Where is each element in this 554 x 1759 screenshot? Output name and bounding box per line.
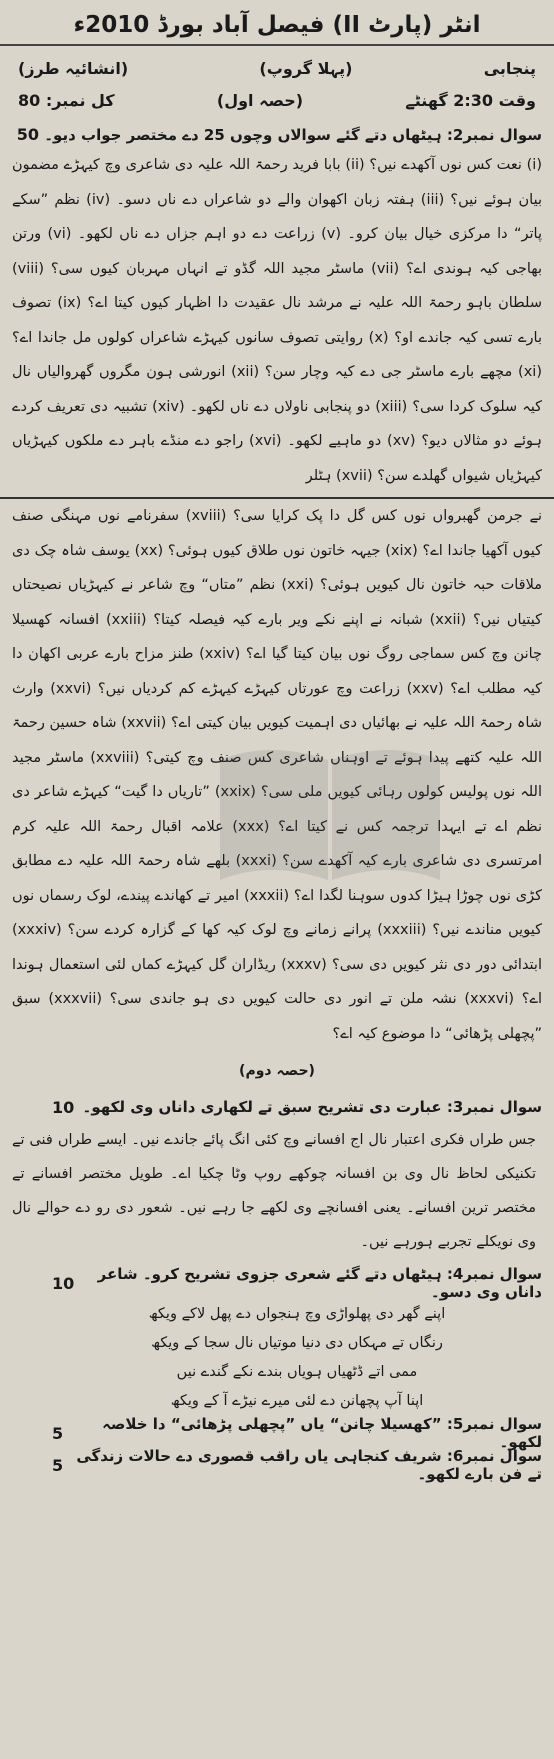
q4-poem-line-2: رنگاں تے مہکاں دی دنیا موتیاں نال سجا کے ویکھ: [151, 1335, 443, 1351]
q3-marks: 10: [52, 1097, 75, 1117]
q4-poem-line-4: اپنا آپ پچھانن دے لئی میرے نیڑے آ کے ویکھ: [170, 1393, 424, 1409]
q2-heading: [12, 122, 542, 148]
section2-heading: (حصہ دوم): [239, 1063, 315, 1079]
part-label: (حصہ اول): [216, 90, 304, 110]
total-marks-label: کل نمبر: 80: [18, 90, 115, 110]
q6-heading-text: سوال نمبر6: شریف کنجاہی یاں راقب قصوری دے حالات زندگی تے فن بارے لکھو۔: [76, 1447, 542, 1483]
q2-marks: 50: [16, 125, 40, 144]
q3-passage: جس طراں فکری اعتبار نال اج افسانے وچ کئی انگ پائے جاندے نیں۔ ایسے طراں فنی تے تکنیکی لحاظ نال وی بن افسانہ چوکھے روپ وٹا چکیا اے۔ طویل مختصر افسانے تے مختصر ترین افسانے۔ یعنی افسانچے وی لکھے جا رہے نیں۔ شعور دی رو دے حوالے نال وی نویکلے تجربے ہورہے نیں۔: [12, 1132, 536, 1250]
q6-heading: [12, 1449, 542, 1481]
q4-poem-line-1: اپنے گھر دی پھلواڑی وچ ہنجواں دے پھل لاکے ویکھ: [148, 1306, 446, 1322]
group-label: (پہلا گروپ): [259, 58, 353, 78]
header-row-1: [12, 52, 542, 84]
q2-questions-part2: نے جرمن گھبرواں نوں کس گل دا پک کرایا سی؟ (xviii) سفرنامے نوں مہنگی صنف کیوں آکھیا جاندا اے؟ (xix) جیہہ خاتون نوں طلاق کیوں ہوئی؟ (xx) یوسف شاہ چک دی ملاقات حبہ خاتون نال کیویں ہوئی؟ (xxi) نظم ”متاں“ وچ شاعر نے کیہڑیاں نصیحتاں کیتیاں نیں؟ (xxii) شبانہ نے اپنے نکے ویر بارے کیہ فیصلہ کیتا؟ (xxiii) افسانہ کھسیلا چانن وچ کس سماجی روگ نوں بیان کیتا گیا اے؟ (xxiv) طنز مزاح بارے عربی اکھان دا کیہ مطلب اے؟ (xxv) زراعت وچ عورتاں کیہڑے کیہڑے کم کردیاں نیں؟ (xxvi) وارث شاہ رحمۃ اللہ علیہ نے بھائیاں دی اہمیت کیویں بیان کیتی اے؟ (xxvii) شاہ حسین رحمۃ اللہ علیہ کتھے پیدا ہوئے تے اوہناں شاعری کس صنف وچ کیتی؟ (xxviii) ماسٹر مجید اللہ نوں پولیس کولوں رہائی کیویں ملی سی؟ (xxix) ”تاریاں دا گیت“ کیہڑے شاعر دی نظم اے تے ایہدا ترجمہ کس نے کیتا اے؟ (xxx) علامہ اقبال رحمۃ اللہ علیہ کرم امرتسری دی شاعری بارے کیہ آکھدے سن؟ (xxxi) بلھے شاہ رحمۃ اللہ علیہ دے مطابق کڑی نوں چوڑا ہیڑا کدوں سوہنا لگدا اے؟ (xxxii) امیر تے کھاندے پیندے، لوک رسماں نوں کیویں مناندے نیں؟ (xxxiii) پرانے زمانے وچ لوک کیہ کھا کے گزارہ کردے سن؟ (xxxiv) ابتدائی دور دی نثر کیویں دی سی؟ (xxxv) ریڈاران گل کیہڑے کماں لئی استعمال ہوندا اے؟ (xxxvi) نشہ ملن تے انور دی حالت کیویں دی ہو جاندی سی؟ (xxxvii) سبق ”پچھلی پڑھائی“ دا موضوع کیہ اے؟: [12, 508, 543, 1042]
time-label: وقت 2:30 گھنٹے: [405, 90, 536, 110]
header-row-2: [12, 84, 542, 116]
q6-marks: 5: [52, 1455, 64, 1475]
type-label: (انشائیہ طرز): [18, 58, 129, 78]
q4-poem-line-3: ممی اتے ڈٹھیاں ہویاں بندے نکے گندے نیں: [176, 1364, 418, 1380]
subject-label: پنجابی: [483, 58, 536, 78]
q3-heading: [12, 1091, 542, 1123]
q3-heading-text: سوال نمبر3: عبارت دی تشریح سبق تے لکھاری داناں وی لکھو۔: [82, 1098, 542, 1116]
q2-questions-part1: (i) نعت کس نوں آکھدے نیں؟ (ii) بابا فرید رحمۃ اللہ علیہ دی شاعری وچ کیہڑے مضمون بیان ہوئے نیں؟ (iii) ہفتہ زبان اکھوان والے دو شاعراں دے ناں دسو۔ (iv) نظم ”سکے پاتر“ دا مرکزی خیال بیان کرو۔ (v) زراعت دے دو اہم جزاں دے ناں لکھو۔ (vi) ورتن بھاجی کیہ ہوندی اے؟ (vii) ماسٹر مجید اللہ گڈو تے انہاں مہربان کیوں سی؟ (viii) سلطان باہو رحمۃ اللہ علیہ نے مرشد نال عقیدت دا اظہار کیوں کیتا اے؟ (ix) تصوف بارے تسی کیہ جاندے او؟ (x) روایتی تصوف سانوں کیہڑے شاعراں کولوں مل جاندا اے؟ (xi) مچھے بارے ماسٹر جی دے کیہ وچار سن؟ (xii) انورشی ہون مگروں گھروالیاں نال کیہ سلوک کردا سی؟ (xiii) دو پنجابی ناولاں دے ناں لکھو۔ (xiv) تشبیہ دی تعریف کردے ہوئے دو مثالاں دیو؟ (xv) دو ماہیے لکھو۔ (xvi) راجو دے منڈے باہر دے ملکوں کیہڑیاں کیہڑیاں شیواں گھلدے سن؟ (xvii) ہٹلر: [12, 157, 543, 484]
q4-heading: [12, 1267, 542, 1299]
q2-heading-text: سوال نمبر2: ہیٹھاں دتے گئے سوالاں وچوں 25 دے مختصر جواب دیو۔: [44, 126, 542, 144]
q4-heading-text: سوال نمبر4: ہیٹھاں دتے گئے شعری جزوی تشریح کرو۔ شاعر داناں وی دسو۔: [97, 1265, 542, 1301]
q5-marks: 5: [52, 1423, 64, 1443]
paper-title: انٹر (پارٹ II) فیصل آباد بورڈ 2010ء: [0, 6, 554, 46]
q5-heading-text: سوال نمبر5: ”کھسیلا چانن“ یاں ”پچھلی پڑھائی“ دا خلاصہ لکھو۔: [102, 1415, 542, 1451]
q5-heading: [12, 1417, 542, 1449]
q4-marks: 10: [52, 1273, 75, 1293]
